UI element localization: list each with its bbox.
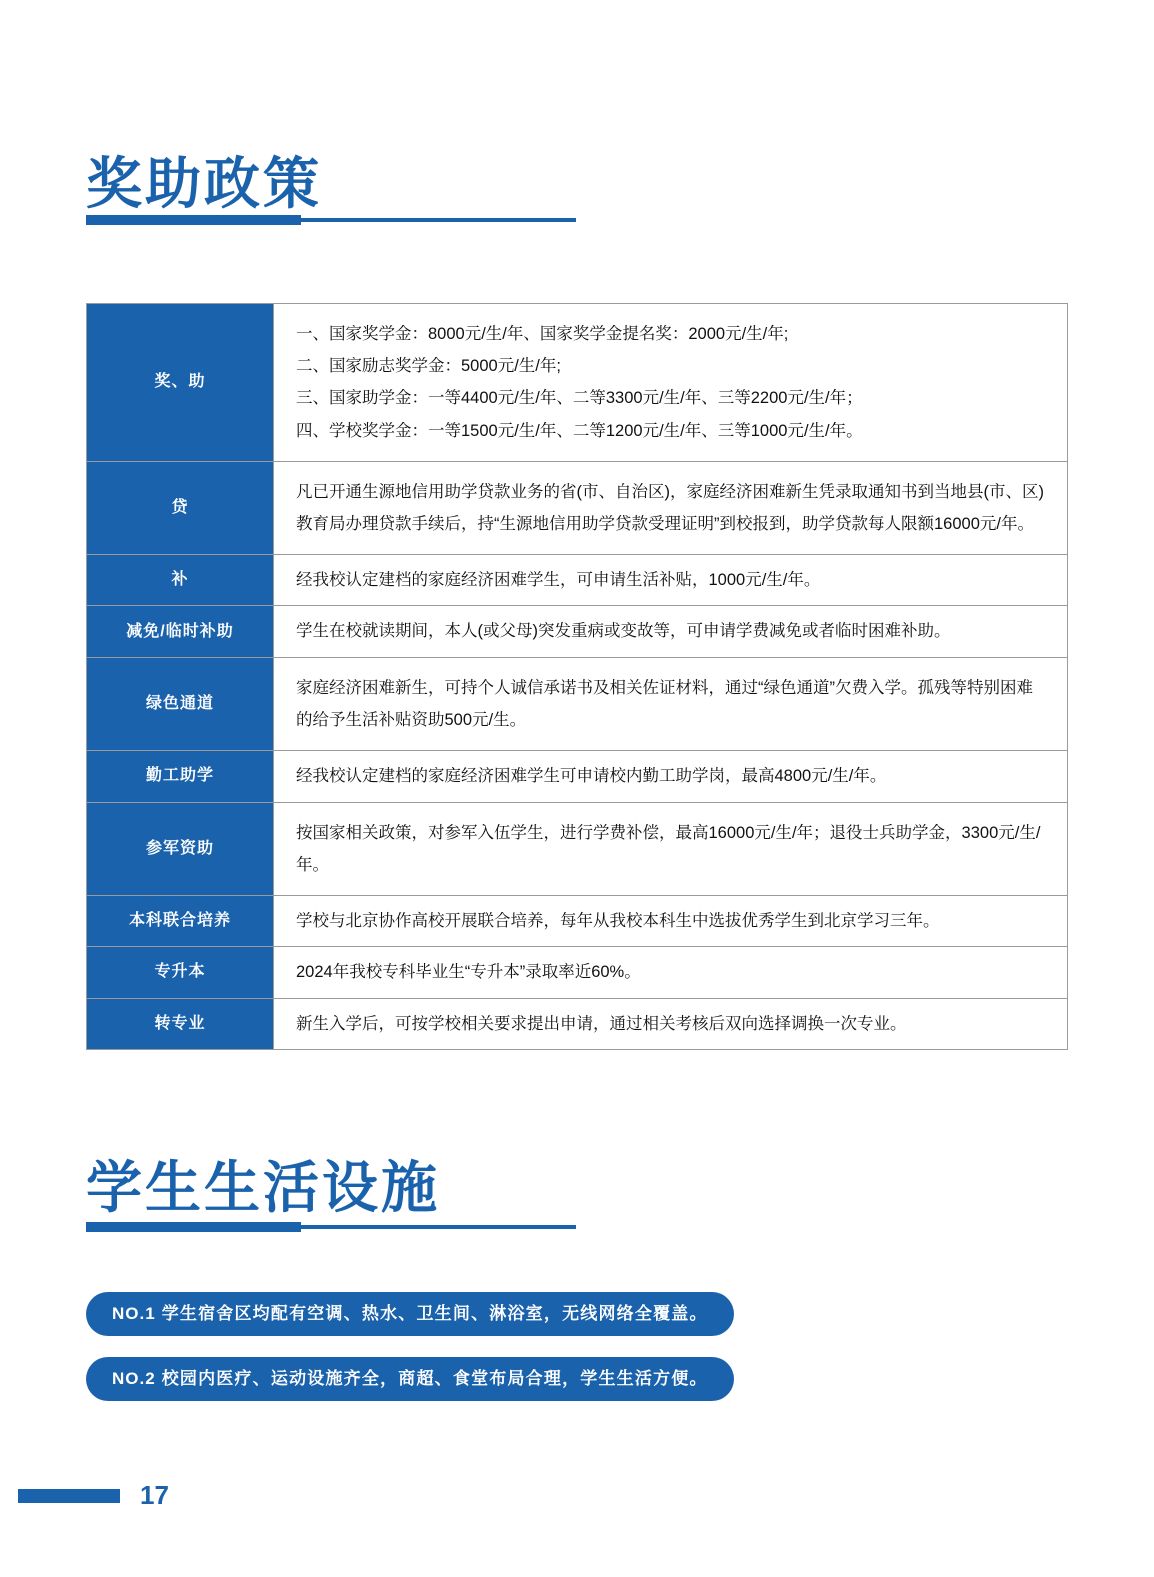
facility-number: NO.2 — [112, 1369, 156, 1388]
content-paragraph: 新生入学后，可按学校相关要求提出申请，通过相关考核后双向选择调换一次专业。 — [296, 1014, 907, 1033]
row-content — [274, 895, 1068, 946]
content-line: 二、国家励志奖学金：5000元/生/年; — [296, 357, 561, 376]
row-content — [274, 947, 1068, 998]
facility-item-2 — [86, 1357, 734, 1401]
row-label: 勤工助学 — [87, 751, 274, 802]
row-content — [274, 998, 1068, 1049]
content-paragraph: 学校与北京协作高校开展联合培养，每年从我校本科生中选拔优秀学生到北京学习三年。 — [296, 911, 940, 930]
row-label: 减免/临时补助 — [87, 606, 274, 657]
table-row — [87, 461, 1068, 554]
row-content — [274, 461, 1068, 554]
row-content — [274, 802, 1068, 895]
row-label: 本科联合培养 — [87, 895, 274, 946]
row-content — [274, 751, 1068, 802]
row-label: 转专业 — [87, 998, 274, 1049]
content-paragraph: 凡已开通生源地信用助学贷款业务的省(市、自治区)，家庭经济困难新生凭录取通知书到当地县(市、区)教育局办理贷款手续后，持“生源地信用助学贷款受理证明”到校报到，助学贷款每人限额16000元/年。 — [296, 482, 1044, 533]
section-title-student-facilities: 学生生活设施 — [86, 1155, 440, 1219]
table-row — [87, 895, 1068, 946]
divider-thin-segment — [301, 218, 576, 222]
content-paragraph: 2024年我校专科毕业生“专升本”录取率近60%。 — [296, 963, 641, 982]
facility-text: 校园内医疗、运动设施齐全，商超、食堂布局合理，学生生活方便。 — [161, 1369, 708, 1388]
row-label: 奖、助 — [87, 304, 274, 462]
row-label: 专升本 — [87, 947, 274, 998]
row-label: 补 — [87, 555, 274, 606]
content-paragraph: 经我校认定建档的家庭经济困难学生，可申请生活补贴，1000元/生/年。 — [296, 571, 821, 590]
content-line: 三、国家助学金：一等4400元/生/年、二等3300元/生/年、三等2200元/生/年； — [296, 389, 863, 408]
divider-thick-segment — [86, 215, 301, 225]
content-paragraph: 学生在校就读期间，本人(或父母)突发重病或变故等，可申请学费减免或者临时困难补助。 — [296, 622, 951, 641]
content-line: 四、学校奖学金：一等1500元/生/年、二等1200元/生/年、三等1000元/生/年。 — [296, 421, 863, 440]
table-row — [87, 555, 1068, 606]
content-paragraph: 家庭经济困难新生，可持个人诚信承诺书及相关佐证材料，通过“绿色通道”欠费入学。孤残等特别困难的给予生活补贴资助500元/生。 — [296, 678, 1033, 729]
divider-thick-segment — [86, 1222, 301, 1232]
footer-accent-bar — [18, 1489, 120, 1503]
content-line: 一、国家奖学金：8000元/生/年、国家奖学金提名奖：2000元/生/年; — [296, 325, 789, 343]
row-label: 参军资助 — [87, 802, 274, 895]
table-row — [87, 304, 1068, 462]
table-row — [87, 947, 1068, 998]
content-paragraph: 按国家相关政策，对参军入伍学生，进行学费补偿，最高16000元/生/年；退役士兵助学金，3300元/生/年。 — [296, 823, 1041, 874]
row-content — [274, 304, 1068, 462]
row-content — [274, 606, 1068, 657]
content-paragraph: 经我校认定建档的家庭经济困难学生可申请校内勤工助学岗，最高4800元/生/年。 — [296, 767, 887, 786]
row-content — [274, 555, 1068, 606]
section-title-scholarship-policy: 奖助政策 — [86, 151, 322, 215]
row-label: 贷 — [87, 461, 274, 554]
section-divider-facilities — [86, 1222, 576, 1232]
table-row — [87, 606, 1068, 657]
divider-thin-segment — [301, 1225, 576, 1229]
facility-text: 学生宿舍区均配有空调、热水、卫生间、淋浴室，无线网络全覆盖。 — [161, 1304, 708, 1323]
table-row — [87, 751, 1068, 802]
page-number: 17 — [140, 1480, 169, 1510]
row-content — [274, 657, 1068, 750]
scholarship-policy-table — [86, 303, 1068, 1050]
table-row — [87, 802, 1068, 895]
facility-item-1 — [86, 1292, 734, 1336]
row-label: 绿色通道 — [87, 657, 274, 750]
facility-number: NO.1 — [112, 1304, 156, 1323]
section-divider-scholarship — [86, 215, 576, 225]
table-row — [87, 657, 1068, 750]
table-row — [87, 998, 1068, 1049]
